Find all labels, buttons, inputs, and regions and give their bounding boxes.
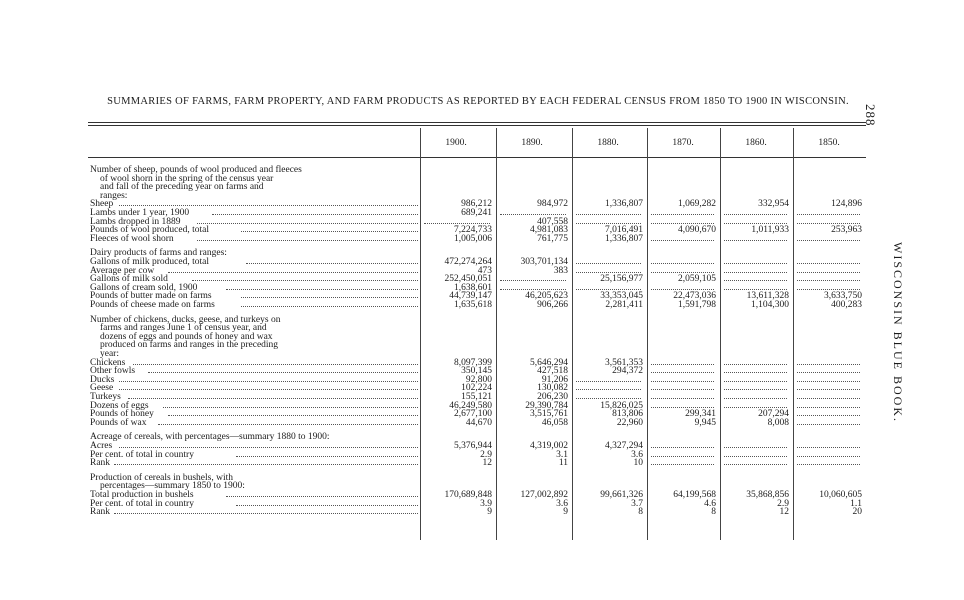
leader-dots (236, 456, 418, 457)
cell-value: 1,635,618 (454, 300, 492, 310)
cell-value: 91,206 (541, 374, 568, 385)
leader-dots (114, 513, 418, 514)
column-rule (793, 128, 794, 540)
cell-value: 25,156,977 (600, 274, 643, 285)
row-label: Lambs under 1 year, 1900 (90, 208, 190, 218)
cell-value: 155,121 (461, 392, 492, 402)
leader-dots (197, 240, 418, 241)
cell-value: 20 (852, 507, 862, 518)
top-rule (88, 122, 866, 123)
cell-value: 2,281,411 (605, 300, 643, 310)
cell-value: 1,591,798 (678, 300, 716, 310)
cell-value: 206,230 (537, 392, 568, 402)
page-title: SUMMARIES OF FARMS, FARM PROPERTY, AND FARM PRODUCTS AS REPORTED BY EACH FEDERAL CENSUS FROM 1850 TO 1900 IN WISCONSIN. (107, 96, 849, 107)
cell-value: 1.1 (850, 498, 862, 509)
row-label: Gallons of cream sold, 1900 (90, 282, 198, 293)
cell-value: 294,372 (612, 366, 643, 377)
section-heading-line: Number of sheep, pounds of wool produced and fleeces (90, 165, 302, 175)
column-rule (572, 128, 573, 540)
cell-value: 761,775 (537, 233, 568, 244)
leader-dots (241, 231, 418, 232)
cell-value: 4,090,670 (678, 225, 716, 236)
empty-cell-dots (797, 415, 860, 416)
column-rule (420, 128, 421, 540)
cell-value: 9 (563, 507, 568, 518)
row-label: Pounds of wax (90, 417, 147, 428)
leader-dots (241, 306, 418, 307)
empty-cell-dots (576, 272, 641, 273)
cell-value: 407,558 (537, 216, 568, 227)
section-heading-line: Acreage of cereals, with percentages—summary 1880 to 1900: (90, 432, 330, 443)
cell-value: 5,376,944 (454, 441, 492, 451)
section-heading-line: Dairy products of farms and ranges: (90, 248, 227, 259)
column-rule (720, 128, 721, 540)
cell-value: 15,826,025 (600, 400, 643, 411)
empty-cell-dots (651, 447, 714, 448)
year-header: 1880. (597, 138, 619, 148)
cell-value: 127,002,892 (520, 490, 568, 500)
empty-cell-dots (797, 398, 860, 399)
row-label: Fleeces of wool shorn (90, 233, 174, 244)
row-label: Sheep (90, 199, 114, 210)
empty-cell-dots (797, 280, 860, 281)
cell-value: 46,058 (541, 417, 568, 428)
empty-cell-dots (576, 223, 641, 224)
cell-value: 986,212 (461, 199, 492, 210)
running-head: WISCONSIN BLUE BOOK. (891, 242, 905, 423)
cell-value: 2,677,100 (454, 409, 492, 420)
leader-dots (236, 505, 418, 506)
cell-value: 22,473,036 (673, 291, 716, 302)
cell-value: 2,059,105 (678, 274, 716, 285)
row-label: Acres (90, 441, 113, 451)
cell-value: 130,082 (537, 383, 568, 394)
empty-cell-dots (724, 364, 787, 365)
leader-dots (246, 263, 418, 264)
year-header: 1850. (818, 138, 840, 148)
cell-value: 9 (487, 507, 492, 518)
cell-value: 5,646,294 (530, 357, 568, 368)
leader-dots (128, 398, 418, 399)
row-label: Pounds of wool produced, total (90, 225, 210, 236)
cell-value: 44,739,147 (449, 291, 492, 302)
cell-value: 1,336,807 (605, 233, 643, 244)
leader-dots (119, 381, 419, 382)
cell-value: 3.1 (556, 449, 568, 460)
cell-value: 472,274,264 (444, 257, 492, 267)
cell-value: 9,945 (694, 417, 716, 428)
leader-dots (148, 372, 418, 373)
header-rule (88, 157, 866, 158)
row-label: Gallons of milk produced, total (90, 257, 209, 267)
empty-cell-dots (797, 372, 860, 373)
section-heading-line: ranges: (100, 190, 128, 201)
cell-value: 12 (482, 458, 492, 469)
cell-value: 35,868,856 (746, 490, 789, 500)
cell-value: 124,896 (831, 199, 862, 210)
empty-cell-dots (797, 407, 860, 408)
empty-cell-dots (724, 280, 787, 281)
leader-dots (114, 464, 418, 465)
cell-value: 207,294 (758, 409, 789, 420)
cell-value: 4.6 (704, 498, 716, 509)
leader-dots (226, 289, 418, 290)
cell-value: 400,283 (831, 300, 862, 310)
cell-value: 252,450,051 (444, 274, 492, 285)
leader-dots (168, 272, 419, 273)
cell-value: 3.7 (631, 498, 643, 509)
row-label: Total production in bushels (90, 490, 194, 500)
empty-cell-dots (797, 263, 860, 264)
empty-cell-dots (576, 389, 641, 390)
cell-value: 29,390,784 (525, 400, 568, 411)
cell-value: 22,960 (616, 417, 643, 428)
empty-cell-dots (500, 214, 566, 215)
leader-dots (119, 447, 419, 448)
leader-dots (168, 415, 419, 416)
empty-cell-dots (797, 424, 860, 425)
empty-cell-dots (724, 214, 787, 215)
empty-cell-dots (724, 289, 787, 290)
cell-value: 33,353,045 (600, 291, 643, 302)
row-label: Other fowls (90, 366, 136, 377)
row-label: Pounds of cheese made on farms (90, 300, 215, 310)
cell-value: 3,561,353 (605, 357, 643, 368)
cell-value: 473 (477, 265, 492, 276)
empty-cell-dots (724, 223, 787, 224)
row-label: Chickens (90, 357, 126, 368)
cell-value: 7,224,733 (454, 225, 492, 236)
cell-value: 984,972 (537, 199, 568, 210)
cell-value: 7,016,491 (605, 225, 643, 236)
leader-dots (241, 297, 418, 298)
cell-value: 2.9 (777, 498, 789, 509)
row-label: Rank (90, 458, 111, 469)
empty-cell-dots (651, 372, 714, 373)
empty-cell-dots (724, 263, 787, 264)
leader-dots (192, 280, 418, 281)
empty-cell-dots (797, 240, 860, 241)
empty-cell-dots (651, 389, 714, 390)
empty-cell-dots (651, 398, 714, 399)
cell-value: 1,005,006 (454, 233, 492, 244)
leader-dots (158, 424, 418, 425)
leader-dots (163, 407, 418, 408)
leader-dots (119, 389, 419, 390)
cell-value: 1,104,300 (751, 300, 789, 310)
empty-cell-dots (797, 223, 860, 224)
empty-cell-dots (797, 214, 860, 215)
empty-cell-dots (797, 272, 860, 273)
year-header: 1900. (445, 138, 467, 148)
cell-value: 8 (638, 507, 643, 518)
cell-value: 1,069,282 (678, 199, 716, 210)
column-rule (647, 128, 648, 540)
cell-value: 350,145 (461, 366, 492, 377)
empty-cell-dots (797, 364, 860, 365)
cell-value: 8,097,399 (454, 357, 492, 368)
empty-cell-dots (797, 389, 860, 390)
cell-value: 10,060,605 (819, 490, 862, 500)
empty-cell-dots (500, 280, 566, 281)
section-heading-line: dozens of eggs and pounds of honey and wax (100, 331, 273, 342)
leader-dots (197, 223, 418, 224)
row-label: Per cent. of total in country (90, 449, 194, 460)
empty-cell-dots (651, 272, 714, 273)
cell-value: 4,981,083 (530, 225, 568, 236)
empty-cell-dots (797, 464, 860, 465)
section-heading-line: and fall of the preceding year on farms and (100, 182, 264, 193)
empty-cell-dots (724, 464, 787, 465)
section-heading-line: percentages—summary 1850 to 1900: (100, 481, 245, 492)
cell-value: 170,689,848 (444, 490, 492, 500)
empty-cell-dots (724, 447, 787, 448)
empty-cell-dots (724, 381, 787, 382)
cell-value: 11 (558, 458, 568, 469)
cell-value: 253,963 (831, 225, 862, 236)
cell-value: 383 (553, 265, 568, 276)
year-header: 1870. (672, 138, 694, 148)
empty-cell-dots (797, 289, 860, 290)
row-label: Pounds of butter made on farms (90, 291, 212, 302)
cell-value: 46,249,580 (449, 400, 492, 411)
row-label: Ducks (90, 374, 115, 385)
section-heading-line: Number of chickens, ducks, geese, and turkeys on (90, 314, 281, 325)
page-number: 288 (863, 104, 878, 127)
cell-value: 92,800 (465, 374, 492, 385)
cell-value: 2.9 (480, 449, 492, 460)
cell-value: 3.9 (480, 498, 492, 509)
empty-cell-dots (576, 381, 641, 382)
section-heading-line: of wool shorn in the spring of the census year (100, 173, 274, 184)
empty-cell-dots (651, 407, 714, 408)
section-heading-line: farms and ranges June 1 of census year, and (100, 323, 267, 334)
cell-value: 4,319,002 (530, 441, 568, 451)
cell-value: 44,670 (465, 417, 492, 428)
cell-value: 1,011,933 (751, 225, 789, 236)
empty-cell-dots (724, 389, 787, 390)
row-label: Turkeys (90, 392, 121, 402)
row-label: Average per cow (90, 265, 155, 276)
cell-value: 1,638,601 (454, 282, 492, 293)
empty-cell-dots (797, 447, 860, 448)
empty-cell-dots (724, 398, 787, 399)
empty-cell-dots (576, 398, 641, 399)
cell-value: 13,611,328 (746, 291, 789, 302)
column-rule (496, 128, 497, 540)
row-label: Geese (90, 383, 114, 394)
empty-cell-dots (724, 456, 787, 457)
year-header: 1890. (521, 138, 543, 148)
empty-cell-dots (724, 272, 787, 273)
empty-cell-dots (724, 240, 787, 241)
empty-cell-dots (651, 263, 714, 264)
cell-value: 64,199,568 (673, 490, 716, 500)
leader-dots (119, 205, 419, 206)
cell-value: 10 (633, 458, 643, 469)
row-label: Pounds of honey (90, 409, 154, 420)
top-rule-thin (88, 125, 866, 126)
cell-value: 46,205,623 (525, 291, 568, 302)
empty-cell-dots (500, 289, 566, 290)
cell-value: 332,954 (758, 199, 789, 210)
section-heading-line: produced on farms and ranges in the preceding (100, 340, 279, 351)
cell-value: 99,661,326 (600, 490, 643, 500)
empty-cell-dots (651, 464, 714, 465)
empty-cell-dots (651, 214, 714, 215)
row-label: Per cent. of total in country (90, 498, 194, 509)
row-label: Gallons of milk sold (90, 274, 168, 285)
leader-dots (133, 364, 418, 365)
row-label: Lambs dropped in 1889 (90, 216, 181, 227)
cell-value: 3,633,750 (824, 291, 862, 302)
section-heading-line: year: (100, 349, 119, 359)
empty-cell-dots (797, 381, 860, 382)
empty-cell-dots (651, 223, 714, 224)
empty-cell-dots (651, 364, 714, 365)
cell-value: 3.6 (556, 498, 568, 509)
cell-value: 299,341 (685, 409, 716, 420)
cell-value: 1,336,807 (605, 199, 643, 210)
cell-value: 102,224 (461, 383, 492, 394)
row-label: Rank (90, 507, 111, 518)
empty-cell-dots (576, 214, 641, 215)
cell-value: 303,701,134 (520, 257, 568, 267)
leader-dots (226, 496, 418, 497)
cell-value: 427,518 (537, 366, 568, 377)
empty-cell-dots (797, 456, 860, 457)
cell-value: 4,327,294 (605, 441, 643, 451)
empty-cell-dots (651, 456, 714, 457)
empty-cell-dots (576, 289, 641, 290)
empty-cell-dots (724, 407, 787, 408)
empty-cell-dots (424, 223, 490, 224)
cell-value: 689,241 (461, 208, 492, 218)
cell-value: 906,266 (537, 300, 568, 310)
leader-dots (212, 214, 418, 215)
empty-cell-dots (651, 240, 714, 241)
empty-cell-dots (576, 263, 641, 264)
cell-value: 813,806 (612, 409, 643, 420)
row-label: Dozens of eggs (90, 400, 149, 411)
year-header: 1860. (745, 138, 767, 148)
cell-value: 8,008 (767, 417, 789, 428)
empty-cell-dots (724, 372, 787, 373)
cell-value: 12 (779, 507, 789, 518)
cell-value: 3.6 (631, 449, 643, 460)
cell-value: 8 (711, 507, 716, 518)
section-heading-line: Production of cereals in bushels, with (90, 472, 234, 483)
empty-cell-dots (651, 381, 714, 382)
empty-cell-dots (651, 289, 714, 290)
cell-value: 3,515,761 (530, 409, 568, 420)
